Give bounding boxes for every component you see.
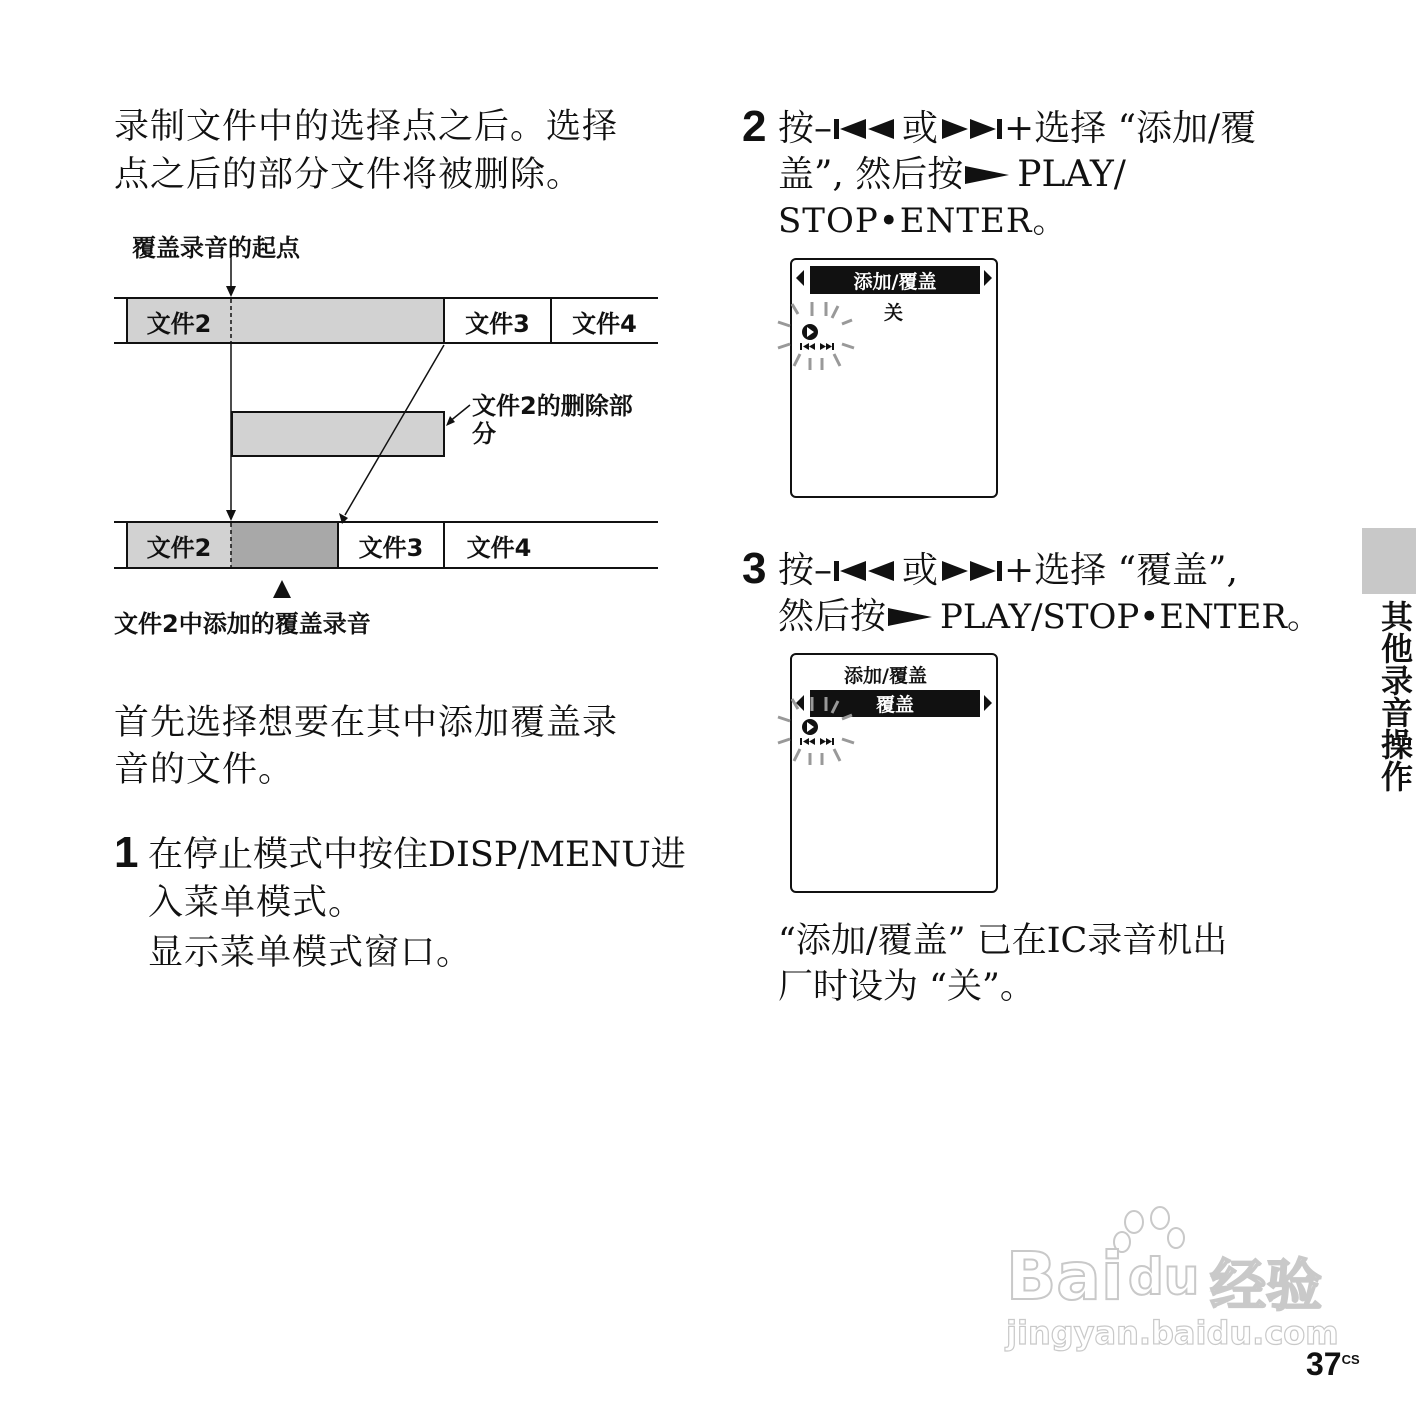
menu-highlight-overwrite: 覆盖	[810, 690, 980, 717]
page-number-suffix: CS	[1341, 1352, 1360, 1367]
page-number-value: 37	[1306, 1346, 1342, 1382]
bottom-bar-file3: 文件3	[358, 533, 424, 562]
step3-line1-a: 按–	[778, 550, 833, 591]
step3-line2	[778, 594, 1321, 640]
watermark-url: jingyan.baidu.com	[1006, 1314, 1339, 1352]
menu-value-off: 关	[884, 302, 904, 324]
step3-number: 3	[742, 544, 767, 593]
top-bar-file4: 文件4	[572, 309, 637, 338]
intro-text-line1: 录制文件中的选择点之后。选择	[114, 107, 619, 147]
next-track-icon	[938, 556, 1004, 586]
intro-text-line2: 点之后的部分文件将被删除。	[114, 155, 583, 195]
side-tab-label: 其他录音操作	[1376, 600, 1414, 792]
step1-number: 1	[114, 828, 139, 877]
diagram-lines	[0, 0, 700, 700]
deleted-part-label-line1: 文件2的删除部	[472, 392, 633, 420]
deleted-part-label-line2: 分	[472, 420, 496, 448]
step2-number: 2	[742, 102, 767, 151]
first-select-line2: 音的文件。	[114, 750, 295, 790]
watermark-brand: Bai	[1006, 1238, 1124, 1315]
bottom-bar-file2: 文件2	[146, 533, 212, 562]
step3-line1	[778, 548, 1238, 594]
right-arrow-icon	[982, 268, 994, 288]
step1-line3: 显示菜单模式窗口。	[148, 933, 473, 973]
watermark-jingyan: 经验	[1210, 1254, 1322, 1319]
step2-line1-a: 按–	[778, 108, 833, 149]
note-line2: 厂时设为 “关”。	[778, 967, 1035, 1007]
step2-line3: STOP•ENTER。	[778, 201, 1068, 241]
step2-line2-a: 盖”, 然后按	[778, 154, 964, 195]
page-number	[1306, 1346, 1360, 1383]
step2-line2-b: PLAY/	[1017, 154, 1126, 195]
play-icon	[963, 160, 1011, 190]
prev-track-icon	[832, 114, 898, 144]
step1-line2: 入菜单模式。	[148, 883, 365, 923]
recorder-screen-step3	[790, 653, 998, 893]
step2-line1	[778, 106, 1256, 152]
prev-track-icon	[832, 556, 898, 586]
play-icon	[886, 602, 934, 632]
step3-line2-a: 然后按	[778, 596, 887, 637]
right-arrow-icon	[982, 693, 994, 713]
watermark-du: du	[1128, 1248, 1200, 1306]
step1-line1: 在停止模式中按住DISP/MENU进	[148, 835, 686, 875]
top-bar-file3: 文件3	[465, 309, 530, 338]
step3-line2-b: PLAY/STOP•ENTER。	[940, 597, 1321, 637]
added-overwrite-label: 文件2中添加的覆盖录音	[114, 610, 371, 638]
step3-line1-c: +选择 “覆盖”,	[1004, 550, 1238, 591]
step2-line1-b: 或	[902, 108, 939, 149]
blinking-status-icon	[776, 296, 876, 376]
side-tab-marker	[1362, 528, 1416, 594]
step2-line1-c: +选择 “添加/覆	[1004, 108, 1257, 149]
top-bar-file2: 文件2	[146, 309, 212, 338]
menu-title-add-overwrite: 添加/覆盖	[844, 665, 927, 687]
step2-line2	[778, 152, 1126, 198]
next-track-icon	[938, 114, 1004, 144]
menu-highlight-add-overwrite: 添加/覆盖	[810, 266, 980, 294]
first-select-line1: 首先选择想要在其中添加覆盖录	[114, 703, 619, 743]
step3-line1-b: 或	[902, 550, 939, 591]
overwrite-start-label: 覆盖录音的起点	[132, 234, 300, 262]
note-line1: “添加/覆盖” 已在IC录音机出	[778, 921, 1228, 961]
recorder-screen-step2	[790, 258, 998, 498]
blinking-status-icon	[776, 691, 876, 771]
left-arrow-icon	[794, 268, 806, 288]
bottom-bar-file4: 文件4	[466, 533, 532, 562]
